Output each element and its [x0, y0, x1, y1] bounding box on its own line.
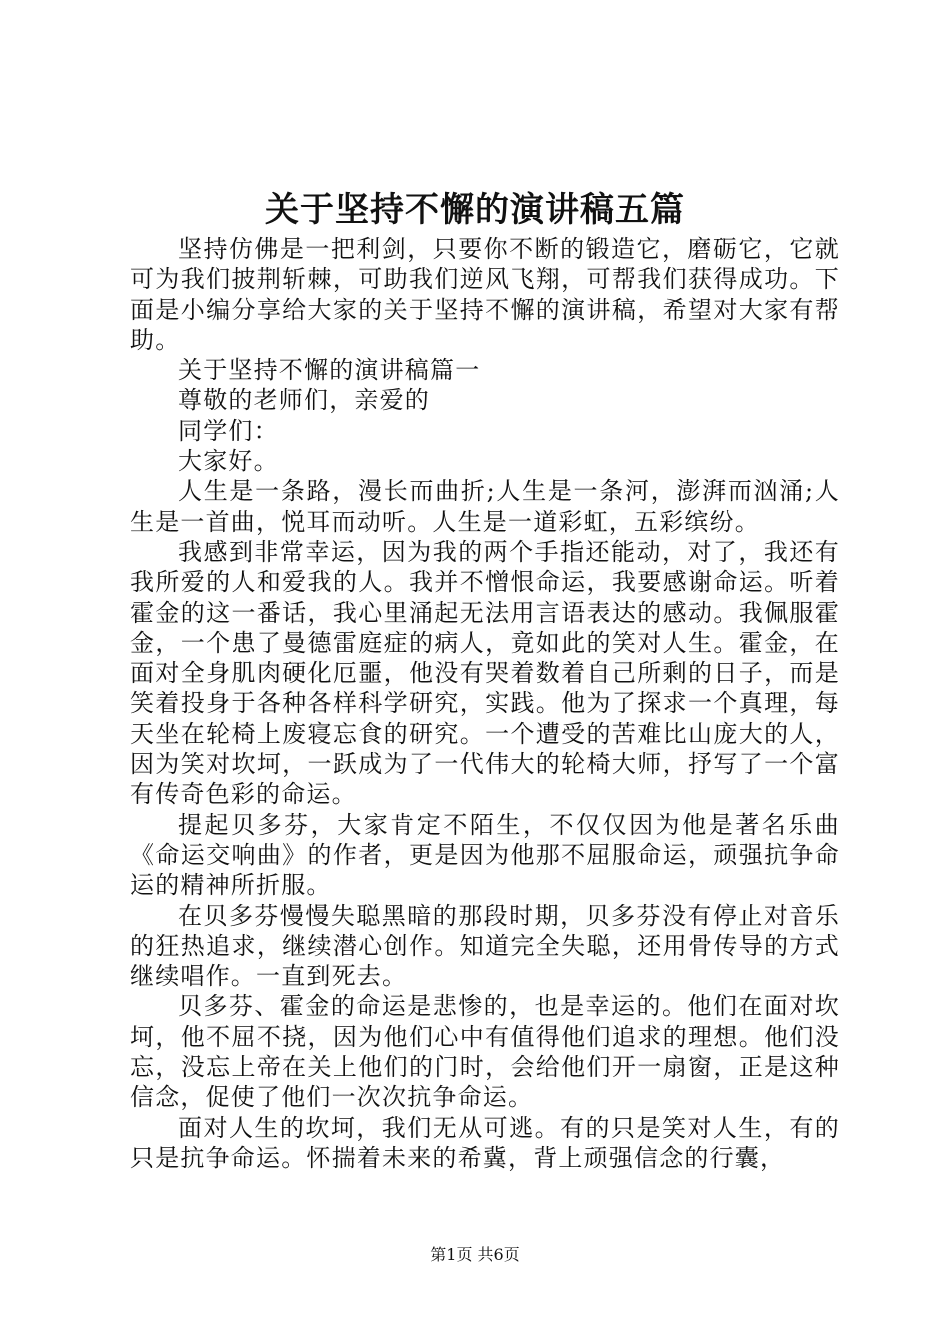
paragraph: 人生是一条路，漫长而曲折;人生是一条河，澎湃而汹涌;人生是一首曲，悦耳而动听。人生是一道彩虹，五彩缤纷。 — [130, 477, 840, 536]
document-title: 关于坚持不懈的演讲稿五篇 — [265, 190, 685, 230]
paragraph: 贝多芬、霍金的命运是悲惨的，也是幸运的。他们在面对坎坷，他不屈不挠，因为他们心中有值得他们追求的理想。他们没忘，没忘上帝在关上他们的门时，会给他们开一扇窗，正是这种信念，促使了他们一次次抗争命运。 — [130, 992, 840, 1112]
paragraph: 在贝多芬慢慢失聪黑暗的那段时期，贝多芬没有停止对音乐的狂热追求，继续潜心创作。知道完全失聪，还用骨传导的方式继续唱作。一直到死去。 — [130, 901, 840, 991]
page-footer: 第1页 共6页 — [430, 1245, 520, 1264]
paragraph: 面对人生的坎坷，我们无从可逃。有的只是笑对人生，有的只是抗争命运。怀揣着未来的希冀，背上顽强信念的行囊， — [130, 1113, 840, 1172]
paragraph: 坚持仿佛是一把利剑，只要你不断的锻造它，磨砺它，它就可为我们披荆斩棘，可助我们逆风飞翔，可帮我们获得成功。下面是小编分享给大家的关于坚持不懈的演讲稿，希望对大家有帮助。 — [130, 235, 840, 354]
paragraph: 尊敬的老师们，亲爱的 — [178, 386, 430, 415]
paragraph: 大家好。 — [178, 447, 279, 476]
paragraph: 同学们： — [178, 416, 279, 445]
paragraph: 我感到非常幸运，因为我的两个手指还能动，对了，我还有我所爱的人和爱我的人。我并不憎恨命运，我要感谢命运。听着霍金的这一番话，我心里涌起无法用言语表达的感动。我佩服霍金，一个患了曼德雷庭症的病人，竟如此的笑对人生。霍金，在面对全身肌肉硬化厄噩，他没有哭着数着自己所剩的日子，而是笑着投身于各种各样科学研究，实践。他为了探求一个真理，每天坐在轮椅上废寝忘食的研究。一个遭受的苦难比山庞大的人，因为笑对坎坷，一跃成为了一代伟大的轮椅大师，抒写了一个富有传奇色彩的命运。 — [130, 537, 840, 809]
document-body — [130, 234, 840, 1173]
paragraph: 提起贝多芬，大家肯定不陌生，不仅仅因为他是著名乐曲《命运交响曲》的作者，更是因为他那不屈服命运，顽强抗争命运的精神所折服。 — [130, 810, 840, 900]
paragraph: 关于坚持不懈的演讲稿篇一 — [178, 356, 481, 385]
